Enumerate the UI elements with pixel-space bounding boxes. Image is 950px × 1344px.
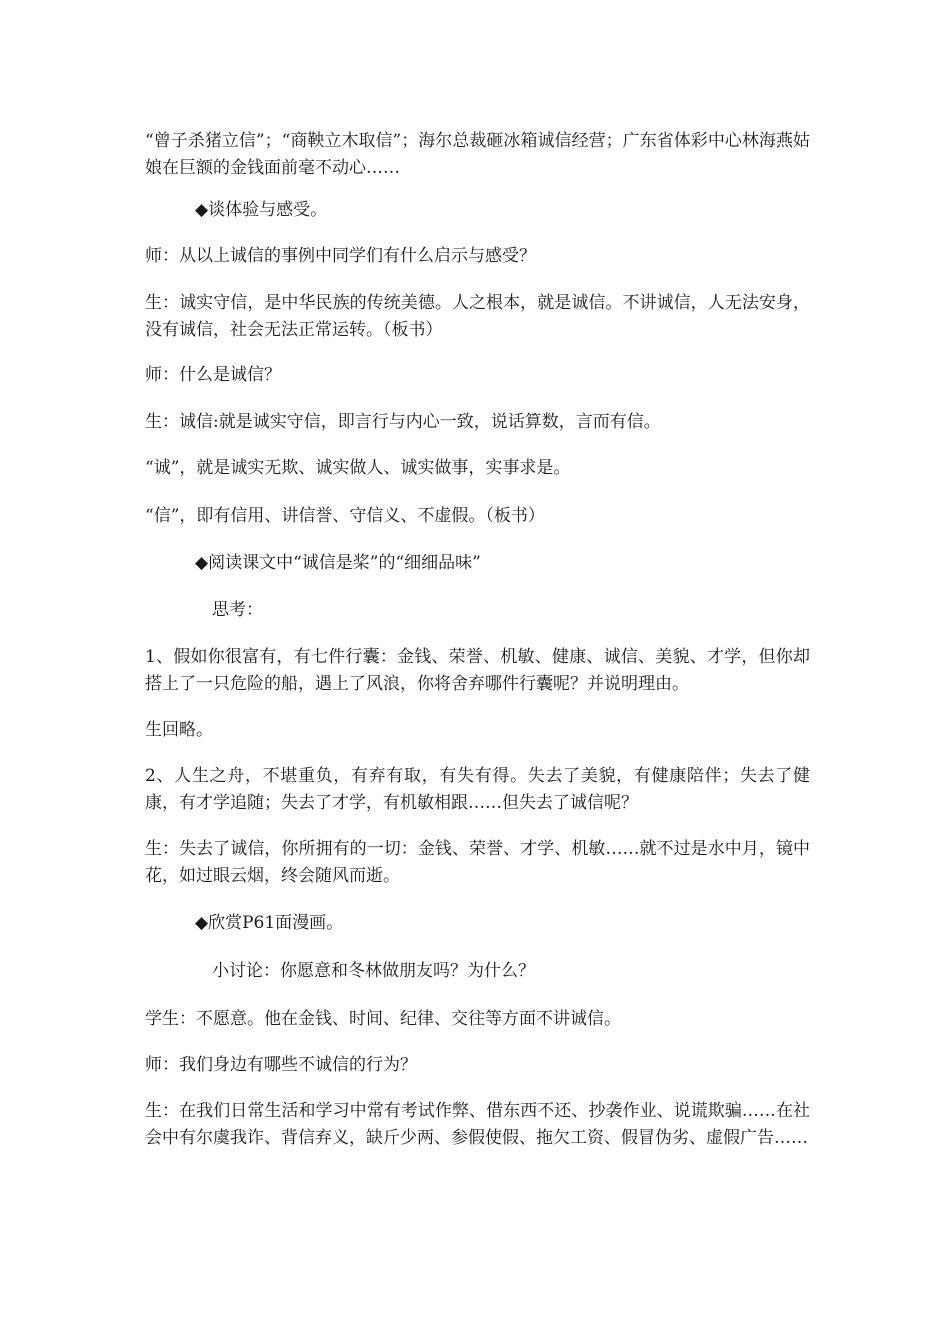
paragraph-teacher-question-2: 师：什么是诚信？: [145, 365, 281, 385]
heading-experience: ◆谈体验与感受。: [195, 200, 328, 220]
paragraph-question-1: 1、假如你很富有，有七件行囊：金钱、荣誉、机敏、健康、诚信、美貌、才学，但你却搭上了一只危险的船，遇上了风浪，你将舍弃哪件行囊呢？并说明理由。: [145, 647, 810, 694]
paragraph-student-answer-5: 生：在我们日常生活和学习中常有考试作弊、借东西不还、抄袭作业、说谎欺骗……在社会中有尔虞我诈、背信弃义，缺斤少两、参假使假、拖欠工资、假冒伪劣、虚假广告……: [145, 1101, 810, 1148]
paragraph-question-2: 2、人生之舟，不堪重负，有弃有取，有失有得。失去了美貌，有健康陪伴；失去了健康，有才学追随；失去了才学，有机敏相跟……但失去了诚信呢？: [145, 766, 810, 813]
heading-think: 思考：: [212, 600, 263, 620]
heading-reading: ◆阅读课文中“诚信是桨”的“细细品味”: [195, 553, 481, 573]
heading-comic: ◆欣赏P61面漫画。: [195, 913, 344, 933]
paragraph-xin-definition: “信”，即有信用、讲信誉、守信义、不虚假。（板书）: [145, 506, 545, 526]
paragraph-student-answer-4: 学生：不愿意。他在金钱、时间、纪律、交往等方面不讲诚信。: [145, 1009, 621, 1029]
paragraph-teacher-question-3: 师：我们身边有哪些不诚信的行为？: [145, 1055, 417, 1075]
paragraph-student-answer-1: 生：诚实守信，是中华民族的传统美德。人之根本，就是诚信。不讲诚信，人无法安身，没有诚信，社会无法正常运转。（板书）: [145, 293, 810, 340]
paragraph-student-answer-2: 生：诚信:就是诚实守信，即言行与内心一致，说话算数，言而有信。: [145, 412, 661, 432]
paragraph-teacher-question-1: 师：从以上诚信的事例中同学们有什么启示与感受？: [145, 246, 536, 266]
paragraph-discussion: 小讨论：你愿意和冬林做朋友吗？为什么？: [212, 961, 535, 981]
paragraph-student-reply: 生回略。: [145, 720, 213, 740]
paragraph-cheng-definition: “诚”，就是诚实无欺、诚实做人、诚实做事，实事求是。: [145, 458, 571, 478]
paragraph-student-answer-3: 生：失去了诚信，你所拥有的一切：金钱、荣誉、才学、机敏……就不过是水中月，镜中花，如过眼云烟，终会随风而逝。: [145, 839, 810, 886]
paragraph-examples: “曾子杀猪立信”；“商鞅立木取信”；海尔总裁砸冰箱诚信经营；广东省体彩中心林海燕姑娘在巨额的金钱面前毫不动心……: [145, 131, 810, 178]
